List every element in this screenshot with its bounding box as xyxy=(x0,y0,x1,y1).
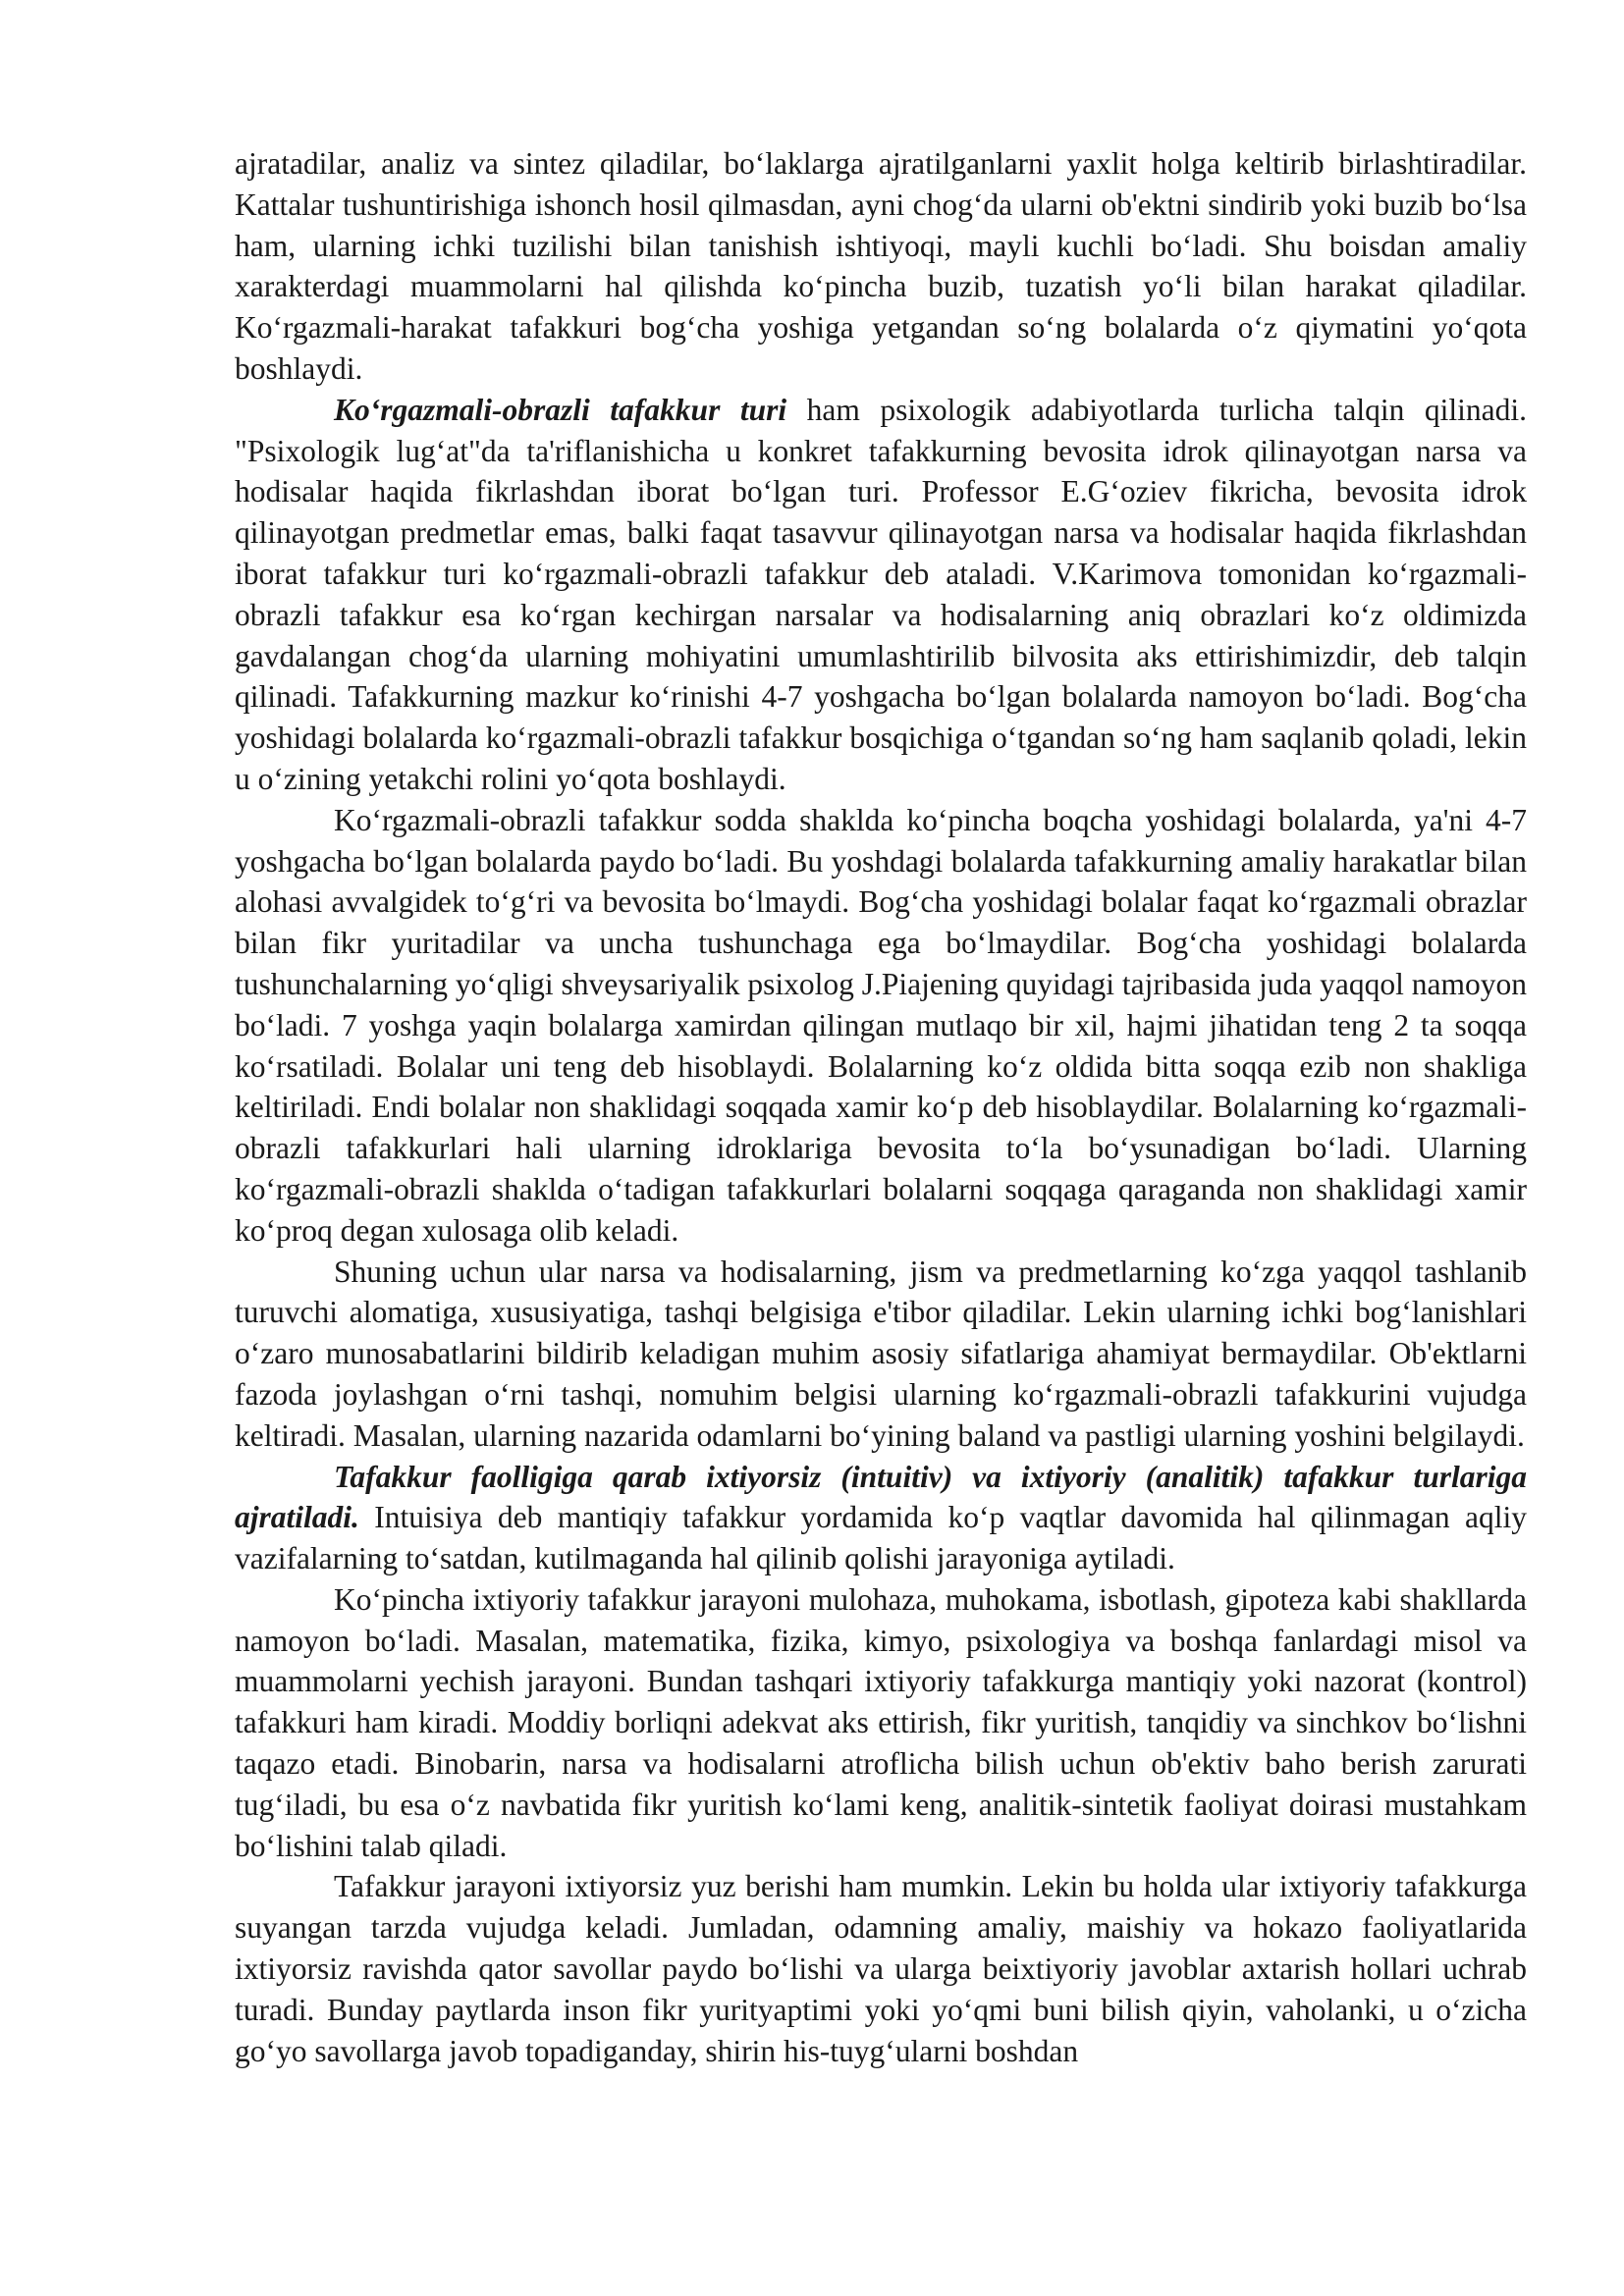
paragraph-text: Ko‘pincha ixtiyoriy tafakkur jarayoni mulohaza, muhokama, isbotlash, gipoteza kabi shakllarda namoyon bo‘ladi. Masalan, matematika, fizika, kimyo, psixologiya va boshqa fanlardagi misol va muammolarni yechish jarayoni. Bundan tashqari ixtiyoriy tafakkurga mantiqiy yoki nazorat (kontrol) tafakkuri ham kiradi. Moddiy borliqni adekvat aks ettirish, fikr yuritish, tanqidiy va sinchkov bo‘lishni taqazo etadi. Binobarin, narsa va hodisalarni atroflicha bilish uchun ob'ektiv baho berish zarurati tug‘iladi, bu esa o‘z navbatida fikr yuritish ko‘lami keng, analitik-sintetik faoliyat doirasi mustahkam bo‘lishini talab qiladi. xyxy=(235,1581,1527,1863)
paragraph xyxy=(235,1457,1527,1579)
paragraph-text: Ko‘rgazmali-obrazli tafakkur sodda shaklda ko‘pincha boqcha yoshidagi bolalarda, ya'ni 4-7 yoshgacha bo‘lgan bolalarda paydo bo‘ladi. Bu yoshdagi bolalarda tafakkurning amaliy harakatlar bilan alohasi avvalgidek to‘g‘ri va bevosita bo‘lmaydi. Bog‘cha yoshidagi bolalar faqat ko‘rgazmali obrazlar bilan fikr yuritadilar va uncha tushunchaga ega bo‘lmaydilar. Bog‘cha yoshidagi bolalarda tushunchalarning yo‘qligi shveysariyalik psixolog J.Piajening quyidagi tajribasida juda yaqqol namoyon bo‘ladi. 7 yoshga yaqin bolalarga xamirdan qilingan mutlaqo bir xil, hajmi jihatidan teng 2 ta soqqa ko‘rsatiladi. Bolalar uni teng deb hisoblaydi. Bolalarning ko‘z oldida bitta soqqa ezib non shakliga keltiriladi. Endi bolalar non shaklidagi soqqada xamir ko‘p deb hisoblaydilar. Bolalarning ko‘rgazmali-obrazli tafakkurlari hali ularning idroklariga bevosita to‘la bo‘ysunadigan bo‘ladi. Ularning ko‘rgazmali-obrazli shaklda o‘tadigan tafakkurlari bolalarni soqqaga qaraganda non shaklidagi xamir ko‘proq degan xulosaga olib keladi. xyxy=(235,802,1527,1248)
document-page xyxy=(235,143,1527,2071)
term-heading: Tafakkur faolligiga qarab ixtiyorsiz (intuitiv) va ixtiyoriy (analitik) tafakkur turlariga ajratiladi. xyxy=(235,1459,1527,1535)
paragraph xyxy=(235,800,1527,1252)
paragraph xyxy=(235,143,1527,390)
paragraph-text: ajratadilar, analiz va sintez qiladilar, bo‘laklarga ajratilganlarni yaxlit holga keltirib birlashtiradilar. Kattalar tushuntirishiga ishonch hosil qilmasdan, ayni chog‘da ularni ob'ektni sindirib yoki buzib bo‘lsa ham, ularning ichki tuzilishi bilan tanishish ishtiyoqi, mayli kuchli bo‘ladi. Shu boisdan amaliy xarakterdagi muammolarni hal qilishda ko‘pincha buzib, tuzatish yo‘li bilan harakat qiladilar. Ko‘rgazmali-harakat tafakkuri bog‘cha yoshiga yetgandan so‘ng bolalarda o‘z qiymatini yo‘qota boshlaydi. xyxy=(235,146,1527,386)
paragraph xyxy=(235,1252,1527,1457)
paragraph xyxy=(235,1579,1527,1867)
paragraph-text: ham psixologik adabiyotlarda turlicha talqin qilinadi. "Psixologik lug‘at"da ta'riflanishicha u konkret tafakkurning bevosita idrok qilinayotgan narsa va hodisalar haqida fikrlashdan iborat bo‘lgan turi. Professor E.G‘oziev fikricha, bevosita idrok qilinayotgan predmetlar emas, balki faqat tasavvur qilinayotgan narsa va hodisalar haqida fikrlashdan iborat tafakkur turi ko‘rgazmali-obrazli tafakkur deb ataladi. V.Karimova tomonidan ko‘rgazmali-obrazli tafakkur esa ko‘rgan kechirgan narsalar va hodisalarning aniq obrazlari ko‘z oldimizda gavdalangan chog‘da ularning mohiyatini umumlashtirilib bilvosita aks ettirishimizdir, deb talqin qilinadi. Tafakkurning mazkur ko‘rinishi 4-7 yoshgacha bo‘lgan bolalarda namoyon bo‘ladi. Bog‘cha yoshidagi bolalarda ko‘rgazmali-obrazli tafakkur bosqichiga o‘tgandan so‘ng ham saqlanib qoladi, lekin u o‘zining yetakchi rolini yo‘qota boshlaydi. xyxy=(235,392,1527,796)
paragraph-text: Intuisiya deb mantiqiy tafakkur yordamida ko‘p vaqtlar davomida hal qilinmagan aqliy vazifalarning to‘satdan, kutilmaganda hal qilinib qolishi jarayoniga aytiladi. xyxy=(235,1500,1527,1576)
paragraph-text: Shuning uchun ular narsa va hodisalarning, jism va predmetlarning ko‘zga yaqqol tashlanib turuvchi alomatiga, xususiyatiga, tashqi belgisiga e'tibor qiladilar. Lekin ularning ichki bog‘lanishlari o‘zaro munosabatlarini bildirib keladigan muhim asosiy sifatlariga ahamiyat bermaydilar. Ob'ektlarni fazoda joylashgan o‘rni tashqi, nomuhim belgisi ularning ko‘rgazmali-obrazli tafakkurini vujudga keltiradi. Masalan, ularning nazarida odamlarni bo‘yining baland va pastligi ularning yoshini belgilaydi. xyxy=(235,1254,1527,1453)
paragraph-text: Tafakkur jarayoni ixtiyorsiz yuz berishi ham mumkin. Lekin bu holda ular ixtiyoriy tafakkurga suyangan tarzda vujudga keladi. Jumladan, odamning amaliy, maishiy va hokazo faoliyatlarida ixtiyorsiz ravishda qator savollar paydo bo‘lishi va ularga beixtiyoriy javoblar axtarish hollari uchrab turadi. Bunday paytlarda inson fikr yurityaptimi yoki yo‘qmi buni bilish qiyin, vaholanki, u o‘zicha go‘yo savollarga javob topadiganday, shirin his-tuyg‘ularni boshdan xyxy=(235,1869,1527,2068)
paragraph xyxy=(235,1866,1527,2071)
paragraph xyxy=(235,390,1527,800)
term-heading: Ko‘rgazmali-obrazli tafakkur turi xyxy=(334,392,787,427)
